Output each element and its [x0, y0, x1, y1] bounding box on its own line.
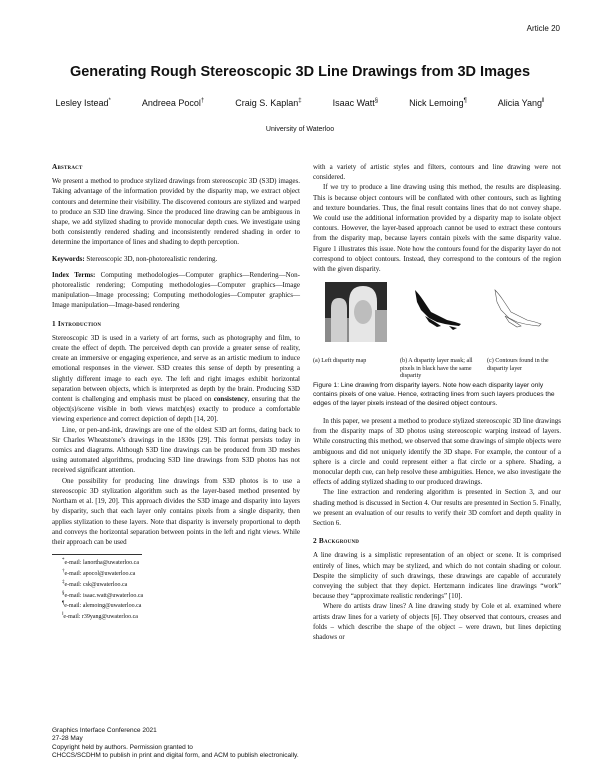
body-paragraph: The line extraction and rendering algorithm is presented in Section 3, and our shading method is discussed in Section 4. Our results are presented in Section 5. Finally, we present an evaluation of our results to verify their 3D comfort and depth quality in Section 6. [313, 488, 561, 528]
footnote: †e-mail: apocol@uwaterloo.ca [62, 568, 136, 577]
author: Craig S. Kaplan‡ [235, 98, 302, 108]
intro-paragraph: Line, or pen-and-ink, drawings are one of the oldest S3D art forms, dating back to Sir Charles Wheatstone’s drawings in the 1830s [29]. This format persists today in comics and diagrams. Although S3D line drawings can be produced from 3D meshes using automated algorithms, producing S3D line drawings from S3D photos has not received significant attention. [52, 425, 300, 475]
intro-paragraph: One possibility for producing line drawings from S3D photos is to use a stereoscopic 3D stylization algorithm such as the layer-based method presented by Northam et al. [19, 20]. This approach divides the S3D image and disparity into layers by disparity, such that each layer only contains pixels from a single disparity, then applies stylization to these layers. Note that disparity is inversely proportional to depth and conveys the horizontal separation between points in the left and right views. While their approach can be used [52, 476, 300, 546]
subcaption-c: (c) Contours found in the disparity layer [487, 358, 549, 372]
footer-line: 27-28 May [52, 735, 83, 743]
footnote: ¶e-mail: alemoing@uwaterloo.ca [62, 601, 142, 610]
author: Isaac Watt§ [332, 98, 379, 108]
background-heading: 2 Background [313, 536, 360, 546]
abstract-text: We present a method to produce stylized drawings from stereoscopic 3D (S3D) images. Taking advantage of the information provided by the disparity map, we extract object contours and determine their visibility. The discovered contours are stylized and warped to produce an S3D line drawing. Since the produced line drawing can be ambiguous in shape, we add stylized shading to provide monocular depth cues. We investigate using both consistently rendered shading and inconsistently rendered shading in order to determine the importance of lines and shading to depth perception. [52, 177, 300, 247]
footnote: §e-mail: isaac.watt@uwaterloo.ca [62, 590, 144, 599]
body-paragraph: A line drawing is a simplistic representation of an object or scene. It is comprised entirely of lines, which may be stylized, and which do not contain shading or colour. Despite the simplicity of such drawings, these drawings are capable of accurately conveying the subject that they depict. Hertzmann indicates line drawings “work” because they “approximate realistic renderings” [10]. [313, 551, 561, 601]
keywords: Keywords: Stereoscopic 3D, non-photorealistic rendering. [52, 254, 218, 263]
figure-1 [313, 278, 561, 356]
disparity-map-image [325, 282, 387, 342]
subcaption-a: (a) Left disparity map [313, 358, 367, 365]
left-column [52, 162, 300, 622]
figure-1-subcaptions [313, 358, 561, 381]
author: Andreea Pocol† [141, 98, 205, 108]
body-paragraph: Where do artists draw lines? A line drawing study by Cole et al. examined where artists draw lines for a variety of objects [6]. They observed that contours, creases and folds – which describe the shape of the object – were drawn, but lines depicting shadows or [313, 602, 561, 642]
footer-line: CHCCS/SCDHM to publish in print and digital form, and ACM to publish electronically. [52, 752, 299, 760]
footer-line: Graphics Interface Conference 2021 [52, 727, 157, 734]
subcaption-b: (b) A disparity layer mask; all pixels in black have the same disparity [400, 358, 473, 380]
conference-footer [52, 727, 299, 761]
footer-line: Copyright held by authors. Permission granted to [52, 743, 193, 751]
index-terms: Index Terms: Computing methodologies—Computer graphics—Rendering—Non-photorealistic rendering; Computing methodologies—Computer graphics—Image manipulation—Image processing; Computing methodologies—Computer graphics—Image manipulation—Image-based rendering [52, 270, 300, 310]
abstract-heading: Abstract [52, 162, 83, 171]
paper-title: Generating Rough Stereoscopic 3D Line Drawings from 3D Images [69, 64, 531, 80]
body-paragraph: with a variety of artistic styles and filters, contours and line drawing were not considered. [313, 163, 561, 182]
intro-paragraph: Stereoscopic 3D is used in a variety of art forms, such as photography and film, to create the effect of depth. The perceived depth can provide a greater sense of reality, create an immersive or engaging experience, and serve as an artistic medium to induce emotional responses in the viewer. S3D creates this sense of depth by presenting a slightly different image to each eye. The left and right images exhibit horizontal separation between objects, which is interpreted as depth by the brain. Producing S3D content is challenging and emphasis must be placed on consistency, ensuring that the object(s)/scene visible in both views match(es) exactly to produce a comfortable viewing experience and correct depiction of depth [14, 20]. [52, 333, 300, 424]
right-column [313, 162, 561, 642]
author: Nick Lemoing¶ [409, 98, 467, 108]
body-paragraph: If we try to produce a line drawing using this method, the results are displeasing. This is because object contours will be conflated with other contours, such as lighting and texture boundaries. Thus, the final result contains lines that do not convey shape. We could use the additional information provided by a disparity map to isolate object contours. However, the layer-based approach cannot be used to extract these contours from the disparity map, because layers contain pixels with the same disparity value. Figure 1 illustrates this issue. Note how the contours found for the disparity layer do not correspond to object contours. Instead, they correspond to the contours of the region with the given disparity. [313, 183, 561, 274]
footnote-rule [52, 554, 142, 555]
intro-heading: 1 Introduction [52, 318, 102, 328]
footnotes [52, 557, 300, 622]
article-number: Article 20 [526, 24, 560, 33]
affiliation: University of Waterloo [265, 126, 335, 133]
disparity-layer-mask-image [405, 282, 467, 342]
author: Alicia Yang‖ [497, 98, 545, 108]
footnote: ‖e-mail: r39yang@uwaterloo.ca [62, 612, 138, 621]
figure-1-caption: Figure 1: Line drawing from disparity layers. Note how each disparity layer only contains pixels of one value. Hence, extracting lines from such layers produces the edges of the layer pixels instead of the desired object contours. [313, 382, 555, 408]
layer-contours-image [485, 282, 547, 342]
author-list [40, 98, 560, 108]
author: Lesley Istead* [55, 98, 111, 108]
footnote: *e-mail: lanortha@uwaterloo.ca [62, 558, 139, 567]
body-paragraph: In this paper, we present a method to produce stylized stereoscopic 3D line drawings from the disparity maps of 3D photos using stereoscopic warping instead of layers. While constructing this method, we observed that some drawings of simple objects were ambiguous and did not uniquely identify the 3D shape. For example, the contour of a sphere is a circle and could represent either a flat circle or a sphere. Shading, a monocular depth cue, can help resolve these ambiguities. Hence, we also investigate the effects of adding stylized shading to our produced drawings. [313, 417, 561, 487]
footnote: ‡e-mail: csk@uwaterloo.ca [62, 579, 128, 588]
